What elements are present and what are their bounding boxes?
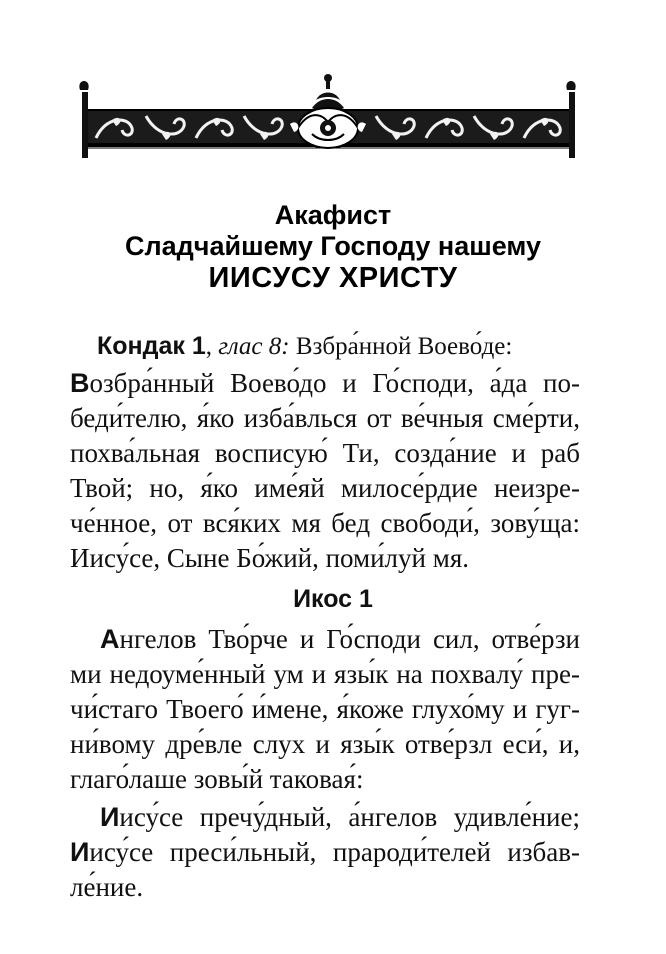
ikos-line: чи́стаго Твоего́ и́мене, я́коже глухо́му и гуг- — [70, 694, 580, 724]
refrain-line: Иису́се пречу́дный, а́нгелов удивле́ние; — [100, 802, 580, 832]
ikos-title: Икос 1 — [293, 585, 373, 613]
kondak-line: беди́телю, я́ко изба́влься от ве́чныя сме́рти, — [70, 403, 580, 433]
ikos-initial: А — [100, 624, 120, 654]
akathist-title-line3: ИИСУСУ ХРИСТУ — [208, 262, 458, 294]
kondak-line: Возбра́нный Воево́до и Го́споди, а́да по- — [70, 368, 580, 398]
kondak-initial: В — [70, 368, 90, 398]
kondak-line: похва́льная восписую́ Ти, созда́ние и раб — [70, 438, 580, 468]
ikos-line: ми недоуме́нный ум и язы́к на похвалу́ пре- — [70, 659, 580, 689]
refrain-initial: И — [70, 837, 90, 867]
kondak-line: че́нное, от вся́ких мя бед свободи́, зову́ща: — [70, 508, 580, 538]
kondak-label: Кондак 1 — [97, 332, 206, 360]
ikos-refrain — [70, 800, 580, 905]
headpiece-ornament — [76, 72, 581, 172]
akathist-title-line1: Акафист — [274, 200, 392, 230]
akathist-title-line2: Сладчайшему Господу нашему — [124, 231, 542, 261]
refrain-line: ле́ние. — [70, 872, 144, 902]
refrain-line: Иису́се преси́льный, прароди́телей избав- — [70, 837, 580, 867]
kondak-tone: глас 8: — [218, 333, 290, 360]
ikos-line: глаго́лаше зовы́й таковая́: — [70, 764, 364, 794]
ikos-line: ни́вому дре́вле слух и язы́к отве́рзл еси́, и, — [70, 729, 580, 759]
refrain-initial: И — [100, 802, 120, 832]
ikos-text — [70, 622, 580, 797]
kondak-comma: , — [205, 333, 219, 360]
kondak-heading — [97, 332, 512, 361]
ikos-line: Ангелов Тво́рче и Го́споди сил, отве́рзи — [100, 624, 580, 654]
kondak-line: Твой; но, я́ко име́яй милосе́рдие неизре- — [70, 473, 580, 503]
kondak-text — [70, 366, 580, 576]
kondak-incipit: Взбра́нной Воево́де: — [289, 333, 513, 360]
kondak-line: Иису́се, Сыне Бо́жий, поми́луй мя. — [70, 543, 469, 573]
